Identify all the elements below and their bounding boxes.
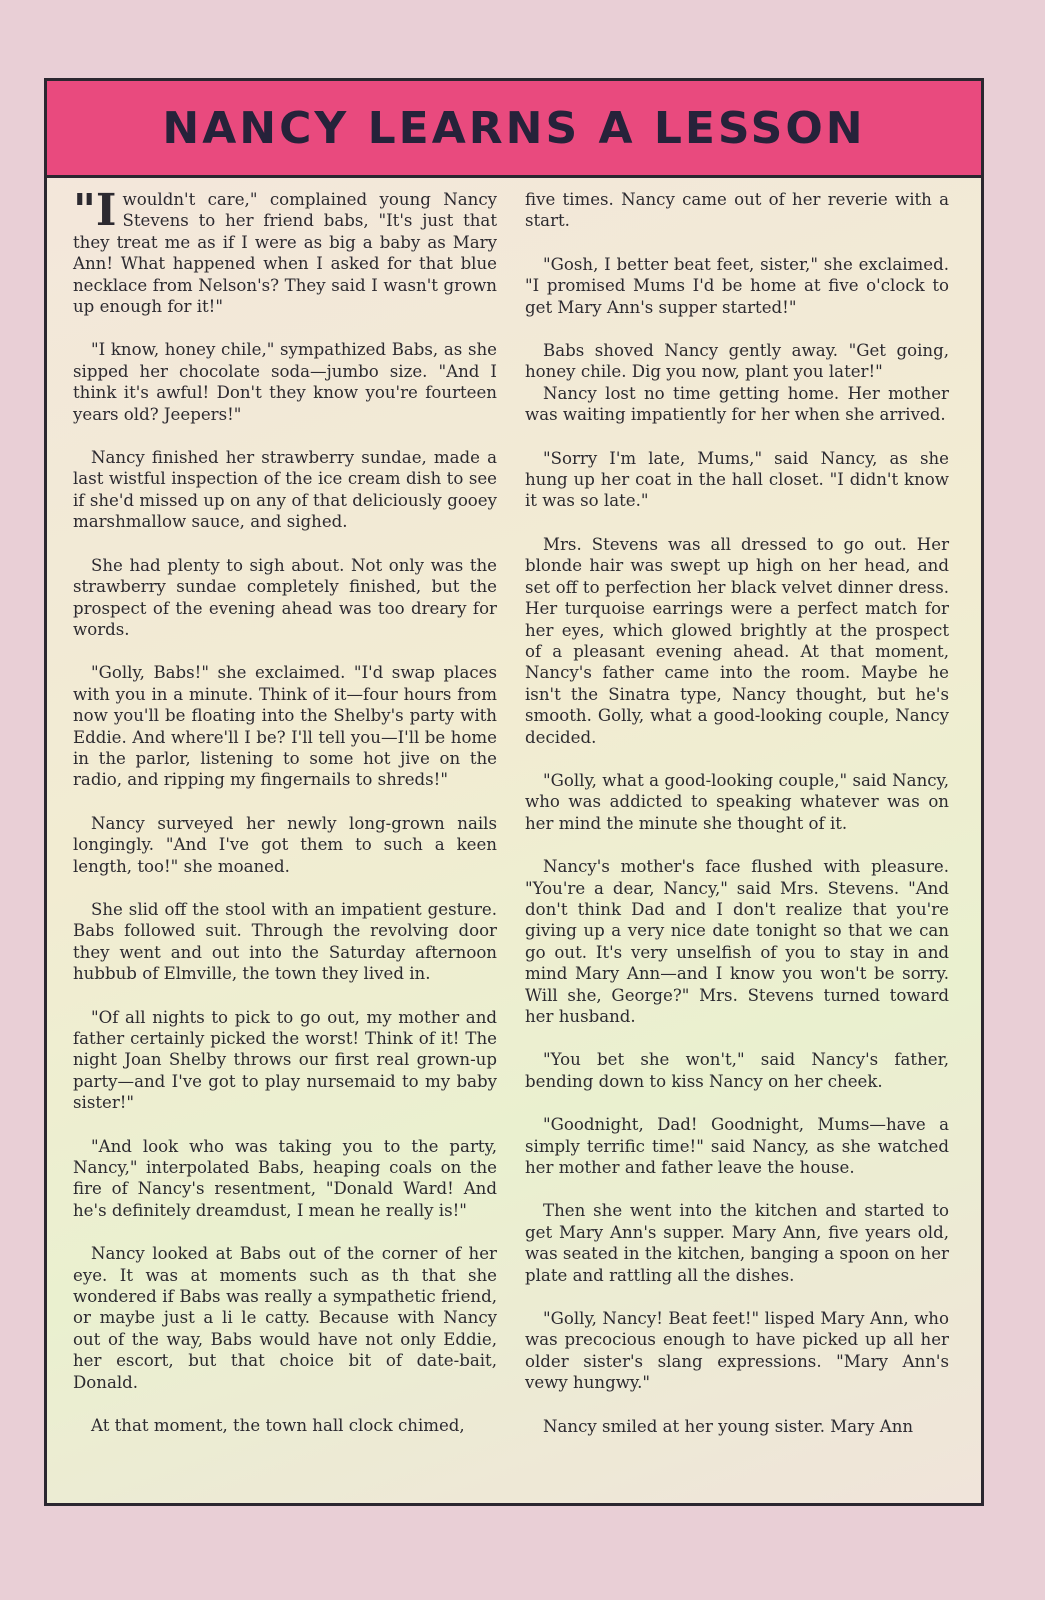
paragraph: "Golly, what a good-looking couple," said Nancy, who was addicted to speaking whatever was on her mind the minute she thought of it. [525,770,949,833]
left-column [73,185,497,1459]
paragraph: five times. Nancy came out of her reverie with a start. [525,190,949,231]
paragraph: Nancy finished her strawberry sundae, made a last wistful inspection of the ice cream dish to see if she'd missed up on any of that deliciously gooey marshmallow sauce, and sighed. [73,448,497,532]
paragraph: "Gosh, I better beat feet, sister," she exclaimed. "I promised Mums I'd be home at five o'clock to get Mary Ann's supper started!" [525,254,949,317]
paragraph: Babs shoved Nancy gently away. "Get going, honey chile. Dig you now, plant you later!" [525,341,949,382]
paragraph: "Of all nights to pick to go out, my mother and father certainly picked the worst! Think of it! The night Joan Shelby throws our first real grown-up party—and I've got to play nursemaid to my baby sister!" [73,1007,497,1113]
paragraph: "And look who was taking you to the party, Nancy," interpolated Babs, heaping coals on the fire of Nancy's resentment, "Donald Ward! And he's definitely dreamdust, I mean he really is!" [73,1136,497,1220]
story-title: NANCY LEARNS A LESSON [162,102,866,154]
paragraph: "Golly, Babs!" she exclaimed. "I'd swap places with you in a minute. Think of it—four hours from now you'll be floating into the Shelby's party with Eddie. And where'll I be? I'll tell you—I'll be home in the parlor, listening to some hot jive on the radio, and ripping my fingernails to shreds!" [73,663,497,790]
paragraph: "Golly, Nancy! Beat feet!" lisped Mary Ann, who was precocious enough to have picked up all her older sister's slang expressions. "Mary Ann's vewy hungwy." [525,1309,949,1393]
right-column [525,189,949,1459]
paragraph: "You bet she won't," said Nancy's father, bending down to kiss Nancy on her cheek. [525,1050,949,1091]
paragraph: "Goodnight, Dad! Goodnight, Mums—have a simply terrific time!" said Nancy, as she watched her mother and father leave the house. [525,1115,949,1178]
paragraph: Nancy surveyed her newly long-grown nails longingly. "And I've got them to such a keen length, too!" she moaned. [73,813,497,876]
story-page [44,78,984,1506]
paragraph: Nancy lost no time getting home. Her mother was waiting impatiently for her when she arrived. [525,383,949,425]
paragraph: Then she went into the kitchen and started to get Mary Ann's supper. Mary Ann, five years old, was seated in the kitchen, banging a spoon on her plate and rattling all the dishes. [525,1201,949,1285]
paragraph: "I wouldn't care," complained young Nancy Stevens to her friend babs, "It's just that they treat me as if I were as big a baby as Mary Ann! What happened when I asked for that blue necklace from Nelson's? They said I wasn't grown up enough for it!" [73,185,497,317]
paragraph: Mrs. Stevens was all dressed to go out. Her blonde hair was swept up high on her head, and set off to perfection her black velvet dinner dress. Her turquoise earrings were a perfect match for her eyes, which glowed brightly at the prospect of a pleasant evening ahead. At that moment, Nancy's father came into the room. Maybe he isn't the Sinatra type, Nancy thought, but he's smooth. Golly, what a good-looking couple, Nancy decided. [525,534,949,747]
paragraph: Nancy's mother's face flushed with pleasure. "You're a dear, Nancy," said Mrs. Stevens. "And don't think Dad and I don't realize that you're giving up a very nice date tonight so that we can go out. It's very unselfish of you to stay in and mind Mary Ann—and I know you won't be sorry. Will she, George?" Mrs. Stevens turned toward her husband. [525,857,949,1026]
paragraph: "I know, honey chile," sympathized Babs, as she sipped her chocolate soda—jumbo size. "And I think it's awful! Don't they know you're fourteen years old? Jeepers!" [73,340,497,424]
paragraph: She slid off the stool with an impatient gesture. Babs followed suit. Through the revolving door they went and out into the Saturday afternoon hubbub of Elmville, the town they lived in. [73,899,497,984]
drop-cap: "I [73,185,117,236]
paragraph: Nancy smiled at her young sister. Mary Ann [543,1416,914,1436]
paragraph: At that moment, the town hall clock chimed, [91,1416,465,1436]
paragraph: Nancy looked at Babs out of the corner of her eye. It was at moments such as th that she wondered if Babs was really a sympathetic friend, or maybe just a li le catty. Because with Nancy out of the way, Babs would have not only Eddie, her escort, but that choice bit of date-bait, Donald. [73,1244,497,1392]
paragraph: "Sorry I'm late, Mums," said Nancy, as she hung up her coat in the hall closet. "I didn't know it was so late." [525,448,949,511]
title-banner [47,81,981,178]
paragraph: She had plenty to sigh about. Not only was the strawberry sundae completely finished, but the prospect of the evening ahead was too dreary for words. [73,555,497,639]
